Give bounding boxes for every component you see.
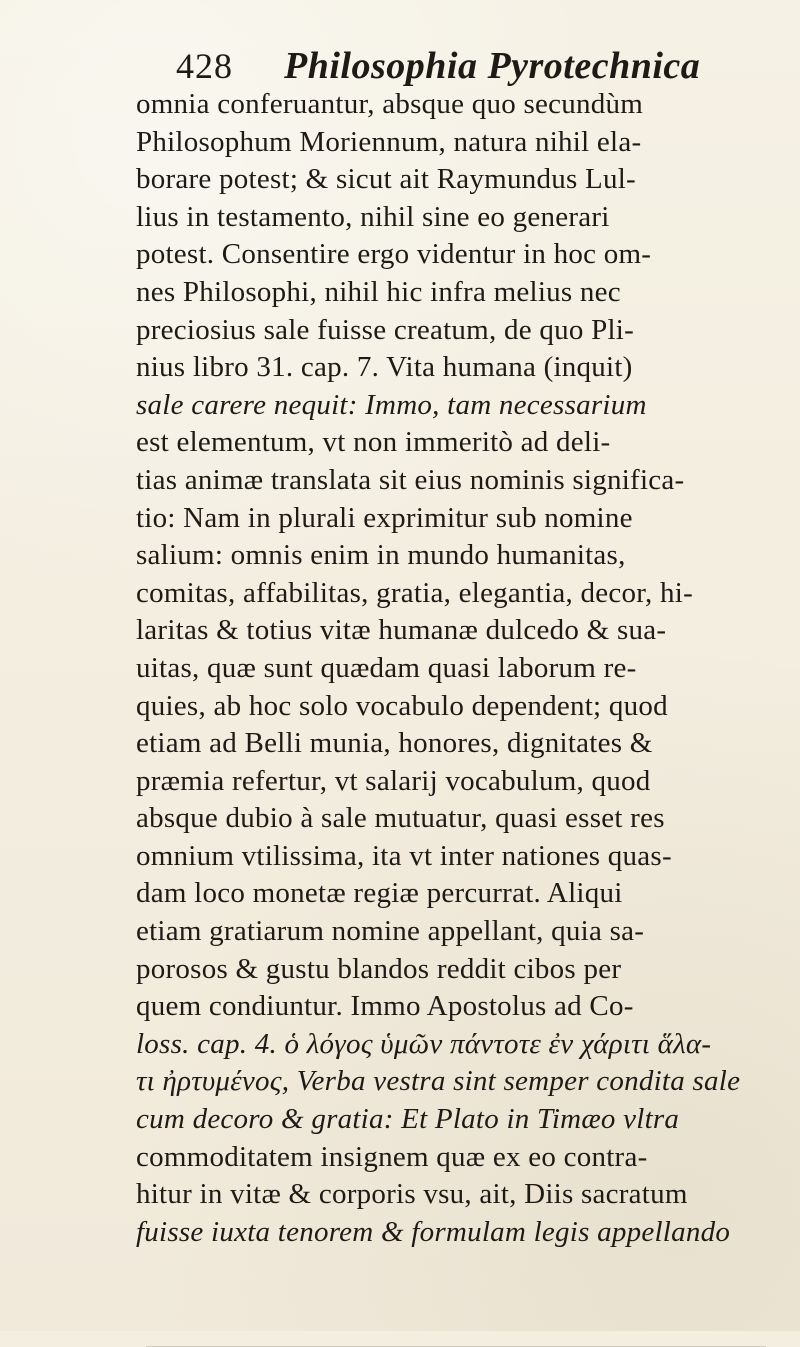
text-line: tio: Nam in plurali exprimitur sub nomine — [136, 501, 633, 534]
text-line: omnium vtilissima, ita vt inter nationes quas- — [136, 839, 672, 872]
text-line: comitas, affabilitas, gratia, elegantia, decor, hi- — [136, 576, 693, 609]
text-line: potest. Consentire ergo videntur in hoc om- — [136, 238, 652, 271]
text-line: salium: omnis enim in mundo humanitas, — [136, 539, 626, 572]
text-line: omnia conferuantur, absque quo secundùm — [136, 88, 644, 120]
text-line: cum decoro & gratia: Et Plato in Timæo vltra — [136, 1103, 680, 1136]
text-line: etiam ad Belli munia, honores, dignitates & — [136, 727, 653, 760]
page-number: 428 — [176, 46, 233, 86]
text-line: nius libro 31. cap. 7. Vita humana (inquit) — [136, 351, 633, 384]
text-line: loss. cap. 4. ὁ λόγος ὑμῶν πάντοτε ἐν χάριτι ἅλα- — [136, 1027, 712, 1060]
text-line: tias animæ translata sit eius nominis significa- — [136, 463, 685, 496]
text-line: τι ἠρτυμένος, Verba vestra sint semper condita sale — [136, 1065, 741, 1098]
text-line: laritas & totius vitæ humanæ dulcedo & sua- — [136, 614, 667, 647]
text-line: Philosophum Moriennum, natura nihil ela- — [136, 125, 642, 158]
text-line: absque dubio à sale mutuatur, quasi esset res — [136, 802, 665, 835]
text-line: etiam gratiarum nomine appellant, quia sa- — [136, 915, 645, 948]
text-line: est elementum, vt non immeritò ad deli- — [136, 426, 611, 459]
text-line: hitur in vitæ & corporis vsu, ait, Diis sacratum — [136, 1178, 688, 1211]
text-line: preciosius sale fuisse creatum, de quo Pli- — [136, 313, 634, 346]
text-line: dam loco monetæ regiæ percurrat. Aliqui — [136, 877, 623, 910]
text-line: quem condiuntur. Immo Apostolus ad Co- — [136, 990, 634, 1023]
text-line: quies, ab hoc solo vocabulo dependent; quod — [136, 689, 668, 722]
running-title: Philosophia Pyrotechnica — [284, 45, 701, 87]
text-line: porosos & gustu blandos reddit cibos per — [136, 952, 622, 985]
text-line: sale carere nequit: Immo, tam necessarium — [136, 388, 647, 421]
text-line: præmia refertur, vt salarij vocabulum, quod — [136, 764, 651, 797]
text-line: uitas, quæ sunt quædam quasi laborum re- — [136, 651, 637, 684]
text-line: borare potest; & sicut ait Raymundus Lul- — [136, 163, 636, 196]
text-line: nes Philosophi, nihil hic infra melius nec — [136, 275, 621, 308]
text-line: fuisse iuxta tenorem & formulam legis appellando — [136, 1215, 731, 1248]
body-text — [136, 86, 766, 1251]
text-line: commoditatem insignem quæ ex eo contra- — [136, 1140, 648, 1173]
text-line: lius in testamento, nihil sine eo generari — [136, 200, 610, 233]
